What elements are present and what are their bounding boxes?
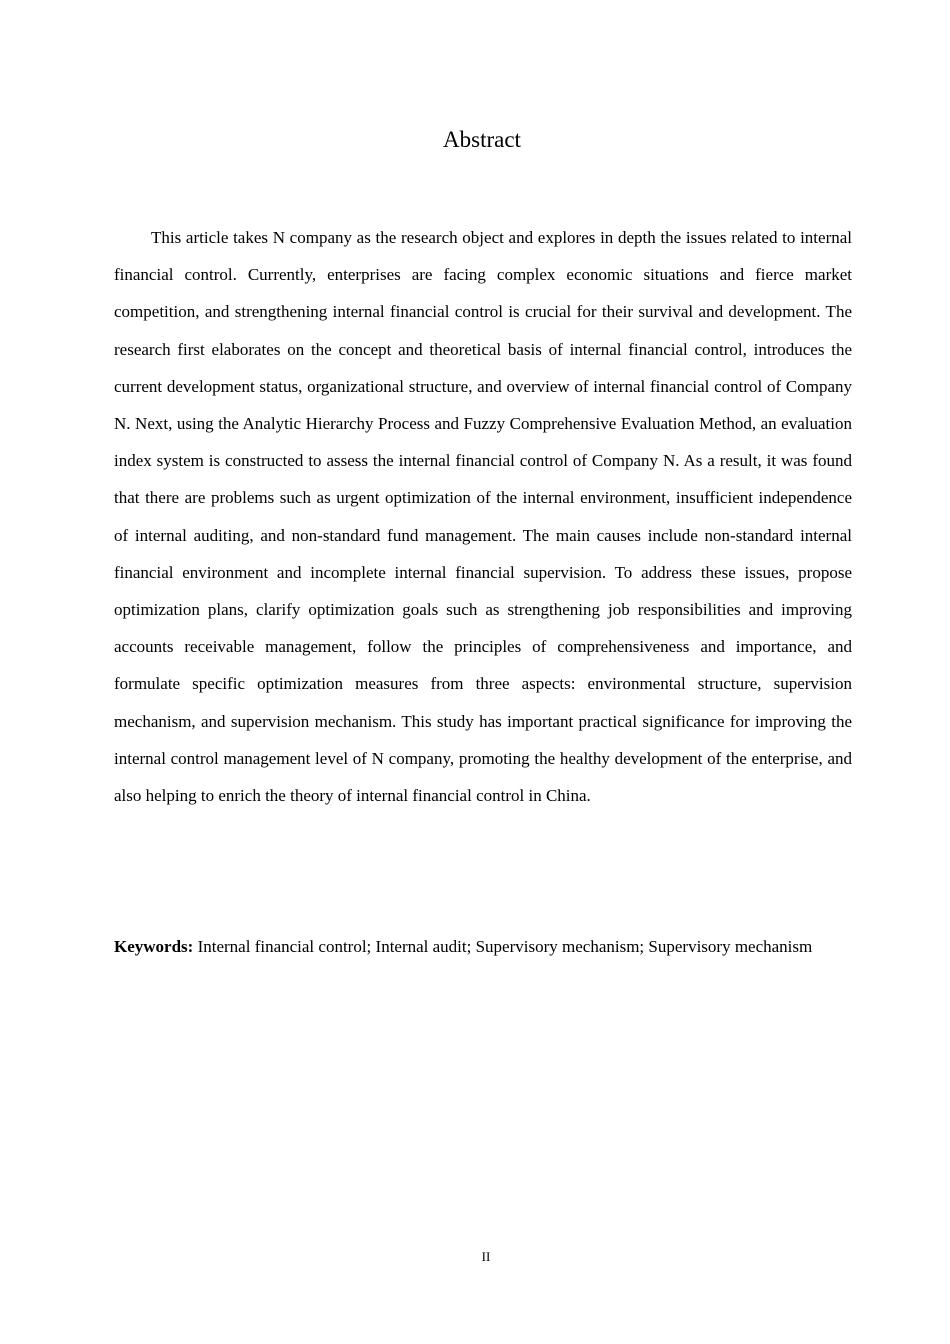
keywords-label: Keywords:	[114, 937, 194, 956]
keywords-text: Internal financial control; Internal audit; Supervisory mechanism; Supervisory mechanism	[197, 937, 813, 956]
page-number: II	[481, 1249, 491, 1264]
page-title: Abstract	[443, 127, 521, 152]
keywords-line	[114, 930, 850, 964]
abstract-body: This article takes N company as the research object and explores in depth the issues related to internal financial control. Currently, enterprises are facing complex economic situations and fierce market competition, and strengthening internal financial control is crucial for their survival and development. The research first elaborates on the concept and theoretical basis of internal financial control, introduces the current development status, organizational structure, and overview of internal financial control of Company N. Next, using the Analytic Hierarchy Process and Fuzzy Comprehensive Evaluation Method, an evaluation index system is constructed to assess the internal financial control of Company N. As a result, it was found that there are problems such as urgent optimization of the internal environment, insufficient independence of internal auditing, and non-standard fund management. The main causes include non-standard internal financial environment and incomplete internal financial supervision. To address these issues, propose optimization plans, clarify optimization goals such as strengthening job responsibilities and improving accounts receivable management, follow the principles of comprehensiveness and importance, and formulate specific optimization measures from three aspects: environmental structure, supervision mechanism, and supervision mechanism. This study has important practical significance for improving the internal control management level of N company, promoting the healthy development of the enterprise, and also helping to enrich the theory of internal financial control in China.	[114, 228, 852, 806]
